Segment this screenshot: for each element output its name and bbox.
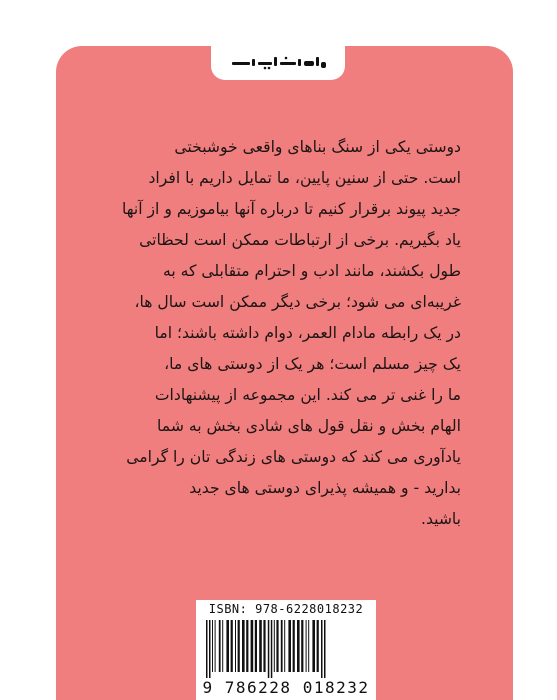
barcode-bar [324,620,326,678]
barcode-bar [219,620,221,672]
barcode-bar [312,620,315,672]
barcode-bar [238,620,240,672]
barcode-bar [206,620,208,678]
blurb-line: یک چیز مسلم است؛ هر یک از دوستی های ما، [164,355,461,373]
publisher-logo-tab [211,46,345,80]
barcode-bar [276,620,278,672]
isbn-label: ISBN: 978-6228018232 [208,602,364,616]
barcode-bar [308,620,309,672]
barcode-bar [212,620,213,672]
blurb-line: طول بکشند، مانند ادب و احترام متقابلی که به [162,262,461,280]
barcode-bar [255,620,257,672]
barcode-bar [274,620,275,672]
barcode-digits: 9 786228 018232 [202,678,370,697]
publisher-logo-icon [228,53,328,73]
barcode-bar [226,620,229,672]
barcode-bar [215,620,216,672]
barcode-bar [235,620,236,672]
back-cover-blurb [118,132,461,535]
blurb-line: الهام بخش و نقل قول های شادی بخش به شما [157,417,461,435]
blurb-line: ما را غنی تر می کند. این مجموعه از پیشنهادات [154,386,461,404]
barcode-bars [204,620,368,678]
isbn-barcode [196,600,376,700]
barcode-bar [246,620,248,672]
barcode-bar [284,620,285,672]
barcode-bar [297,620,300,672]
barcode-bar [268,620,270,678]
blurb-line: باشید. [420,510,461,528]
barcode-bar [251,620,254,672]
barcode-bar [293,620,295,672]
blurb-line: یادآوری می کند که دوستی های زندگی تان را گرامی [126,448,461,466]
barcode-bar [306,620,307,672]
barcode-bar [321,620,323,678]
barcode-bar [317,620,319,672]
barcode-bar [271,620,273,678]
blurb-line: دوستی یکی از سنگ بناهای واقعی خوشبختی [174,138,461,156]
blurb-line: یاد بگیریم. برخی از ارتباطات ممکن است لحظاتی [139,231,461,249]
barcode-bar [259,620,262,672]
blurb-line: در یک رابطه مادام العمر، دوام داشته باشند؛ اما [154,324,461,342]
blurb-line: غریبه‌ای می شود؛ برخی دیگر ممکن است سال ها، [134,293,461,311]
barcode-bar [263,620,265,672]
barcode-bar [231,620,233,672]
barcode-bar [222,620,223,672]
barcode-bar [209,620,211,678]
blurb-line: بدارید - و همیشه پذیرای دوستی های جدید [189,479,461,497]
barcode-bar [301,620,303,672]
barcode-bar [281,620,283,672]
blurb-line: جدید پیوند برقرار کنیم تا درباره آنها بیاموزیم و از آنها [121,200,461,218]
barcode-bar [242,620,245,672]
barcode-bar [288,620,291,672]
blurb-line: است. حتی از سنین پایین، ما تمایل داریم با افراد [148,169,461,187]
